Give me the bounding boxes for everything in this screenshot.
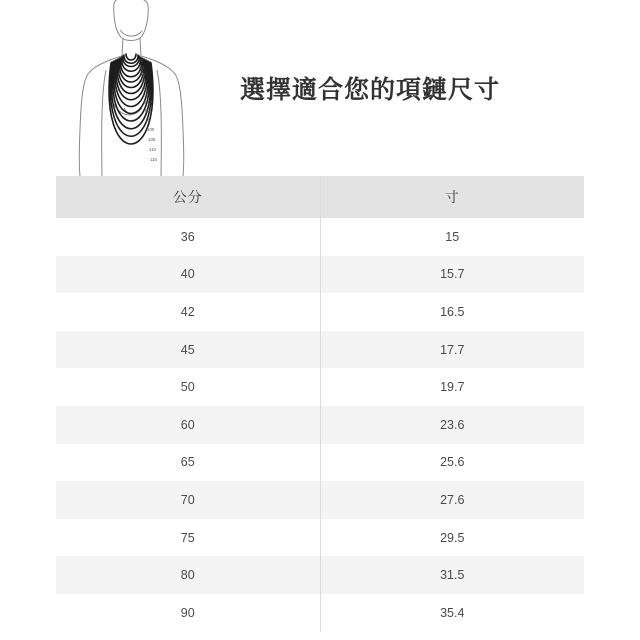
cell-cm: 45	[56, 331, 320, 369]
svg-text:90: 90	[146, 117, 151, 122]
svg-text:60: 60	[142, 86, 147, 91]
svg-text:45: 45	[140, 72, 145, 77]
cell-inch: 25.6	[320, 444, 584, 482]
cell-inch: 29.5	[320, 519, 584, 557]
table-row	[56, 293, 584, 331]
table-row	[56, 519, 584, 557]
table-row	[56, 256, 584, 294]
table-row	[56, 556, 584, 594]
cell-cm: 36	[56, 218, 320, 256]
svg-text:80: 80	[145, 108, 150, 113]
svg-text:50: 50	[141, 79, 146, 84]
cell-inch: 16.5	[320, 293, 584, 331]
size-table	[56, 176, 584, 632]
cell-cm: 50	[56, 368, 320, 406]
cell-inch: 15.7	[320, 256, 584, 294]
table-row	[56, 331, 584, 369]
cell-cm: 40	[56, 256, 320, 294]
table-row	[56, 368, 584, 406]
table-row	[56, 406, 584, 444]
svg-text:75: 75	[144, 100, 149, 105]
cell-inch: 23.6	[320, 406, 584, 444]
page-title: 選擇適合您的項鏈尺寸	[240, 76, 501, 104]
svg-text:40: 40	[139, 65, 144, 70]
table-row	[56, 218, 584, 256]
cell-cm: 60	[56, 406, 320, 444]
svg-text:105: 105	[148, 137, 156, 142]
cell-inch: 15	[320, 218, 584, 256]
cell-cm: 70	[56, 481, 320, 519]
svg-text:100: 100	[147, 127, 155, 132]
table-head	[56, 176, 584, 218]
cell-cm: 80	[56, 556, 320, 594]
svg-text:115: 115	[150, 157, 157, 162]
svg-text:42: 42	[138, 58, 143, 63]
cell-cm: 42	[56, 293, 320, 331]
cell-cm: 90	[56, 594, 320, 632]
cell-cm: 75	[56, 519, 320, 557]
table-row	[56, 444, 584, 482]
table-row	[56, 481, 584, 519]
necklace-length-diagram	[56, 0, 206, 176]
svg-text:70: 70	[143, 93, 148, 98]
table-header-row	[56, 176, 584, 218]
svg-text:110: 110	[149, 147, 156, 152]
cell-inch: 17.7	[320, 331, 584, 369]
cell-cm: 65	[56, 444, 320, 482]
cell-inch: 31.5	[320, 556, 584, 594]
page-header	[0, 0, 640, 176]
cell-inch: 35.4	[320, 594, 584, 632]
cell-inch: 19.7	[320, 368, 584, 406]
column-header-cm: 公分	[56, 176, 320, 218]
cell-inch: 27.6	[320, 481, 584, 519]
table-row	[56, 594, 584, 632]
column-header-inch: 寸	[320, 176, 584, 218]
table-body	[56, 218, 584, 632]
